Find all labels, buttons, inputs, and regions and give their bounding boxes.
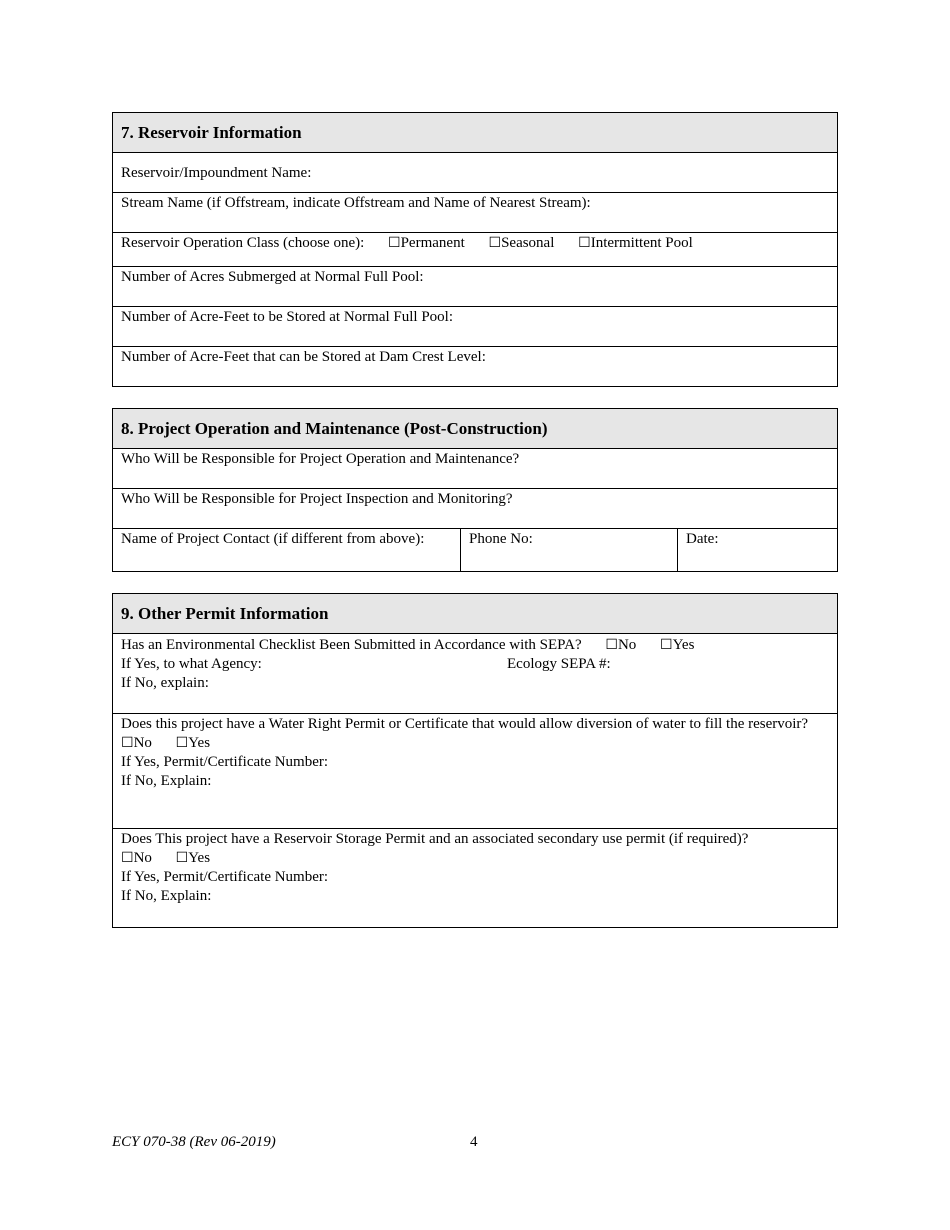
storage-permit-no-explain[interactable]: If No, Explain: [121,888,212,904]
section-9-title: 9. Other Permit Information [113,594,837,634]
permanent-checkbox[interactable]: ☐Permanent [388,235,465,251]
water-right-options [121,734,829,753]
date-label: Date: [686,531,719,547]
operation-responsible-field[interactable] [113,449,837,489]
water-right-row [113,714,837,829]
intermittent-pool-checkbox[interactable]: ☐Intermittent Pool [578,235,693,251]
sepa-row [113,634,837,714]
storage-permit-options [121,849,829,868]
contact-name-label: Name of Project Contact (if different from above): [121,531,425,547]
operation-class-label: Reservoir Operation Class (choose one): [121,235,365,251]
storage-permit-yes-checkbox[interactable]: ☐Yes [175,850,211,866]
section-7-title: 7. Reservoir Information [113,113,837,153]
sepa-no-explain[interactable]: If No, explain: [121,675,209,691]
acre-feet-crest-field[interactable] [113,347,837,386]
reservoir-name-field[interactable] [113,153,837,193]
sepa-question-line [121,636,829,655]
storage-permit-number[interactable]: If Yes, Permit/Certificate Number: [121,869,329,885]
form-number: ECY 070-38 (Rev 06-2019) [112,1134,276,1150]
storage-permit-row [113,829,837,927]
storage-permit-no-checkbox[interactable]: ☐No [121,850,152,866]
acres-submerged-label: Number of Acres Submerged at Normal Full Pool: [121,269,424,285]
water-right-permit-number[interactable]: If Yes, Permit/Certificate Number: [121,754,329,770]
sepa-yes-checkbox[interactable]: ☐Yes [660,637,695,653]
acre-feet-pool-field[interactable] [113,307,837,347]
water-right-no-explain[interactable]: If No, Explain: [121,773,212,789]
stream-name-field[interactable] [113,193,837,233]
contact-row [113,529,837,571]
contact-name-field[interactable] [113,529,461,571]
sepa-agency-line [121,655,829,674]
inspection-responsible-label: Who Will be Responsible for Project Inspection and Monitoring? [121,491,513,507]
page-number: 4 [470,1134,478,1150]
acre-feet-crest-label: Number of Acre-Feet that can be Stored at Dam Crest Level: [121,349,486,365]
sepa-question: Has an Environmental Checklist Been Submitted in Accordance with SEPA? [121,637,582,653]
stream-name-label: Stream Name (if Offstream, indicate Offstream and Name of Nearest Stream): [121,195,591,211]
other-permit-section [112,593,838,928]
seasonal-checkbox[interactable]: ☐Seasonal [488,235,555,251]
sepa-no-checkbox[interactable]: ☐No [605,637,637,653]
sepa-number-label[interactable]: Ecology SEPA #: [507,656,611,672]
agency-label[interactable]: If Yes, to what Agency: [121,656,262,672]
acres-submerged-field[interactable] [113,267,837,307]
water-right-no-checkbox[interactable]: ☐No [121,735,152,751]
operation-class-row [113,233,837,267]
operation-responsible-label: Who Will be Responsible for Project Operation and Maintenance? [121,451,520,467]
phone-field[interactable] [461,529,678,571]
reservoir-name-label: Reservoir/Impoundment Name: [121,165,312,181]
section-8-title: 8. Project Operation and Maintenance (Post-Construction) [113,409,837,449]
operation-maintenance-section [112,408,838,572]
inspection-responsible-field[interactable] [113,489,837,529]
water-right-question: Does this project have a Water Right Permit or Certificate that would allow diversion of water to fill the reservoir? [121,716,809,732]
storage-permit-question: Does This project have a Reservoir Storage Permit and an associated secondary use permit (if required)? [121,831,749,847]
phone-label: Phone No: [469,531,533,547]
reservoir-information-section [112,112,838,387]
acre-feet-pool-label: Number of Acre-Feet to be Stored at Normal Full Pool: [121,309,454,325]
date-field[interactable] [678,529,837,571]
water-right-yes-checkbox[interactable]: ☐Yes [175,735,211,751]
